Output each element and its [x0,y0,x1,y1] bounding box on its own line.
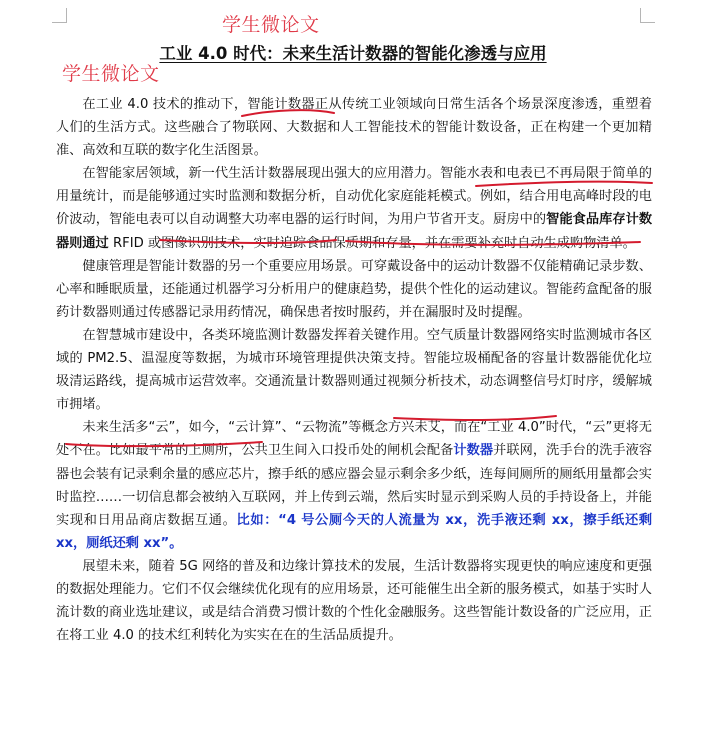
crop-mark-top-right [640,8,655,23]
paragraph-text: 展望未来，随着 5G 网络的普及和边缘计算技术的发展，生活计数器将实现更快的响应速度和更强的数据处理能力。它们不仅会继续优化现有的应用场景，还可能催生出全新的服务模式，如基于实时人流计数的商业选址建议，或是结合消费习惯计数的个性化金融服务。这些智能计数设备的广泛应用，正在将工业 4.0 的技术红利转化为实实在在的生活品质提升。 [56,558,652,644]
document-body [56,93,652,647]
crop-mark-top-left [52,8,67,23]
watermark-left: 学生微论文 [62,63,160,85]
paragraph-6 [56,555,652,647]
paragraph-1 [56,93,652,162]
paragraph-text: 在智慧城市建设中，各类环境监测计数器发挥着关键作用。空气质量计数器网络实时监测城市各区域的 PM2.5、温湿度等数据，为城市环境管理提供决策支持。智能垃圾桶配备的容量计数器能优化垃圾清运路线，提高城市运营效率。交通流量计数器则通过视频分析技术，动态调整信号灯时序，缓解城市拥堵。 [56,327,652,413]
bold-highlight: 智能食品库存计数器则通过 [56,212,653,251]
paragraph-2 [56,162,652,254]
document-title: 工业 4.0 时代：未来生活计数器的智能化渗透与应用 [159,44,547,63]
paragraph-text: RFID 或图像识别技术，实时追踪食品保质期和存量，并在需要补充时自动生成购物清单。 [108,235,636,251]
paragraph-text: 在智能家居领域，新一代生活计数器展现出强大的应用潜力。智能水表和电表已不再局限于简单的用量统计，而是能够通过实时监测和数据分析，自动优化家庭能耗模式。例如，结合用电高峰时段的电价波动，智能电表可以自动调整大功率电器的运行时间，为用户节省开支。厨房中的 [56,166,652,228]
paragraph-text: 未来生活多“云”，如今，“云计算”、“云物流”等概念方兴未艾，而在“工业 4.0”时代，“云”更将无处不在。比如最平常的上厕所，公共卫生间入口投币处的闸机会配备 [56,420,652,459]
paragraph-3 [56,255,652,324]
paragraph-text: 在工业 4.0 技术的推动下，智能计数器正从传统工业领域向日常生活各个场景深度渗透，重塑着人们的生活方式。这些融合了物联网、大数据和人工智能技术的智能计数设备，正在构建一个更加精准、高效和互联的数字化生活图景。 [56,97,652,159]
paragraph-text: 并联网，洗手台的洗手液容器也会装有记录剩余量的感应芯片，擦手纸的感应器会显示剩余多少纸，连每间厕所的厕纸用量都会实时监控……一切信息都会被纳入互联网，并上传到云端，然后实时显示到采购人员的手持设备上，并能实现和日用品商店数据互通。 [56,443,653,528]
watermark-top: 学生微论文 [222,14,320,36]
paragraph-4 [56,324,652,416]
paragraph-5 [56,416,652,555]
paragraph-text: 健康管理是智能计数器的另一个重要应用场景。可穿戴设备中的运动计数器不仅能精确记录步数、心率和睡眠质量，还能通过机器学习分析用户的健康趋势，提供个性化的运动建议。智能药盒配备的服药计数器则通过传感器记录用药情况，确保患者按时服药，并在漏服时及时提醒。 [56,258,652,320]
blue-highlight: 计数器 [453,443,494,459]
blue-example-text: 比如：“4 号公厕今天的人流量为 xx，洗手液还剩 xx，擦手纸还剩 xx，厕纸还剩 xx”。 [56,512,653,551]
